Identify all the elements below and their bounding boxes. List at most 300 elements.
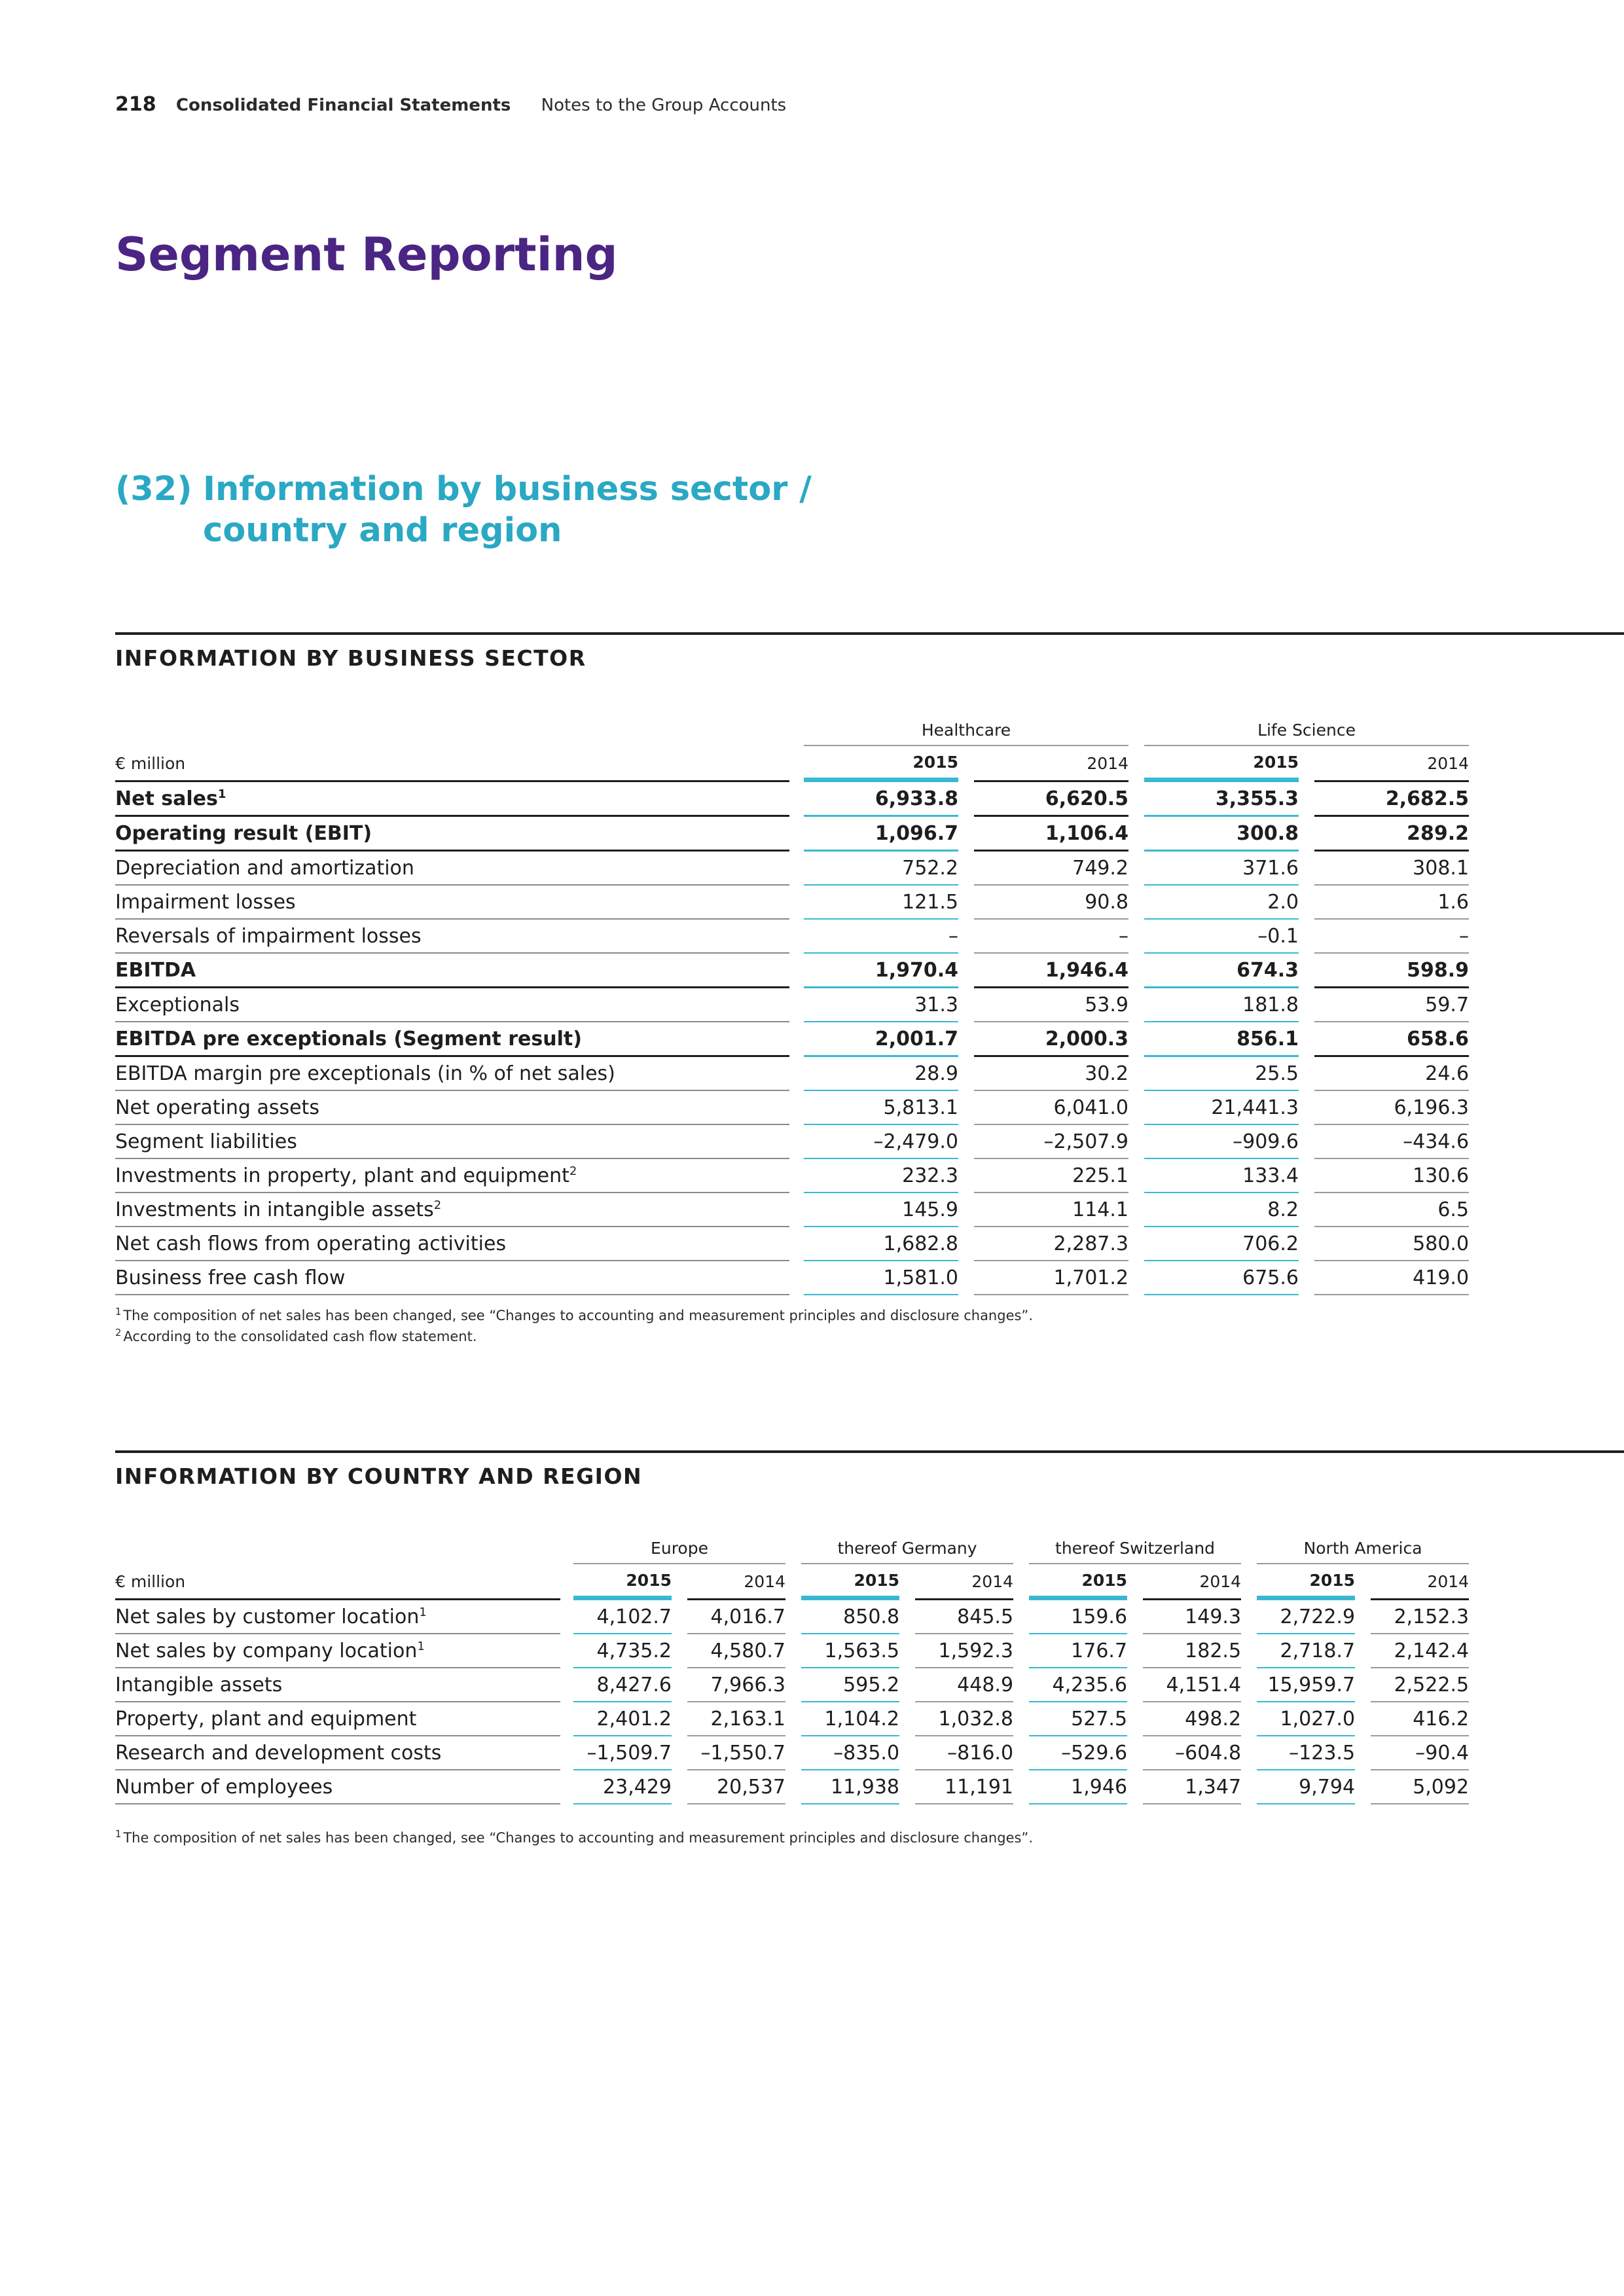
table-row	[115, 1125, 1469, 1159]
header-spacer	[115, 1529, 560, 1564]
column-gap	[1013, 1634, 1029, 1668]
table-row	[115, 782, 1469, 817]
table-cell: –434.6	[1314, 1125, 1469, 1159]
column-gap	[1013, 1600, 1029, 1634]
column-gap	[1299, 886, 1314, 920]
column-gap	[1299, 782, 1314, 817]
table-cell: 674.3	[1144, 954, 1299, 988]
table-cell: 1,032.8	[915, 1702, 1013, 1736]
row-label-text: Property, plant and equipment	[115, 1707, 417, 1731]
table-cell: 850.8	[801, 1600, 899, 1634]
table-cell: 1,104.2	[801, 1702, 899, 1736]
column-gap	[1299, 817, 1314, 852]
table-cell: –2,507.9	[974, 1125, 1128, 1159]
table-cell: 149.3	[1143, 1600, 1241, 1634]
column-gap	[789, 1227, 804, 1261]
row-label	[115, 1159, 789, 1193]
row-label-text: EBITDA	[115, 958, 196, 982]
running-header	[115, 93, 786, 116]
table-cell: –1,509.7	[573, 1736, 672, 1770]
column-gap	[1241, 1564, 1257, 1600]
footnote-mark: 2	[433, 1198, 442, 1212]
unit-label: € million	[115, 1564, 560, 1600]
table-cell: 2,142.4	[1371, 1634, 1469, 1668]
row-label-text: Net sales	[115, 787, 218, 810]
column-gap	[1127, 1702, 1143, 1736]
column-gap	[1355, 1600, 1371, 1634]
row-label-text: EBITDA margin pre exceptionals (in % of net sales)	[115, 1062, 615, 1085]
column-gap	[789, 1057, 804, 1091]
table-row	[115, 1022, 1469, 1057]
table-row	[115, 1736, 1469, 1770]
table-cell: 23,429	[573, 1770, 672, 1804]
row-label	[115, 920, 789, 954]
column-gap	[1299, 1022, 1314, 1057]
column-gap	[958, 1057, 974, 1091]
row-label-text: Reversals of impairment losses	[115, 924, 422, 948]
column-gap	[1127, 1600, 1143, 1634]
group-header: North America	[1257, 1529, 1469, 1564]
table-cell: –0.1	[1144, 920, 1299, 954]
table-row	[115, 988, 1469, 1022]
table-cell: 595.2	[801, 1668, 899, 1702]
table-cell: 9,794	[1257, 1770, 1355, 1804]
column-gap	[789, 817, 804, 852]
table-cell: 5,813.1	[804, 1091, 958, 1125]
row-label	[115, 1736, 560, 1770]
column-gap	[1299, 1125, 1314, 1159]
footnote-mark: 1	[115, 1306, 122, 1318]
column-gap	[785, 1529, 801, 1564]
column-gap	[789, 988, 804, 1022]
column-gap	[1013, 1564, 1029, 1600]
column-gap	[1355, 1736, 1371, 1770]
column-gap	[958, 1261, 974, 1295]
table-cell: 1,027.0	[1257, 1702, 1355, 1736]
table-cell: 856.1	[1144, 1022, 1299, 1057]
table-cell: 1,946	[1029, 1770, 1127, 1804]
note-title-line2: country and region	[203, 511, 562, 550]
country-region-table	[115, 1529, 1469, 1804]
column-gap	[1128, 1022, 1144, 1057]
table-row	[115, 1091, 1469, 1125]
column-gap	[958, 988, 974, 1022]
table-cell: 2,287.3	[974, 1227, 1128, 1261]
row-label-text: Impairment losses	[115, 890, 296, 914]
column-gap	[958, 1193, 974, 1227]
column-gap	[1127, 1668, 1143, 1702]
group-header: Europe	[573, 1529, 785, 1564]
column-gap	[672, 1736, 687, 1770]
row-label-text: EBITDA pre exceptionals (Segment result)	[115, 1027, 582, 1050]
table-cell: 59.7	[1314, 988, 1469, 1022]
table-cell: –835.0	[801, 1736, 899, 1770]
table-cell: 130.6	[1314, 1159, 1469, 1193]
table-row	[115, 1702, 1469, 1736]
row-label	[115, 1193, 789, 1227]
column-gap	[1013, 1702, 1029, 1736]
table-cell: 4,151.4	[1143, 1668, 1241, 1702]
column-gap	[1241, 1702, 1257, 1736]
column-gap	[672, 1668, 687, 1702]
table-cell: –	[974, 920, 1128, 954]
row-label-text: Operating result (EBIT)	[115, 821, 372, 845]
table-cell: –529.6	[1029, 1736, 1127, 1770]
column-gap	[560, 1736, 573, 1770]
footnote-mark: 1	[217, 787, 226, 801]
table-cell: 2,722.9	[1257, 1600, 1355, 1634]
column-gap	[1241, 1634, 1257, 1668]
row-label-text: Depreciation and amortization	[115, 856, 414, 880]
table-cell: 176.7	[1029, 1634, 1127, 1668]
column-gap	[1241, 1529, 1257, 1564]
year-header-row	[115, 746, 1469, 782]
column-gap	[958, 1125, 974, 1159]
section-name: Consolidated Financial Statements	[175, 96, 511, 115]
column-gap	[560, 1702, 573, 1736]
column-gap	[789, 782, 804, 817]
column-gap	[1299, 1193, 1314, 1227]
year-header: 2014	[687, 1564, 785, 1600]
column-gap	[1299, 1261, 1314, 1295]
table-cell: 752.2	[804, 852, 958, 886]
footnote-mark: 1	[417, 1639, 425, 1653]
year-header: 2014	[1143, 1564, 1241, 1600]
footnote-mark: 2	[115, 1327, 122, 1338]
table-cell: 308.1	[1314, 852, 1469, 886]
column-gap	[1355, 1702, 1371, 1736]
table-cell: 30.2	[974, 1057, 1128, 1091]
header-spacer	[115, 711, 789, 746]
table-cell: 2,163.1	[687, 1702, 785, 1736]
table-cell: 416.2	[1371, 1702, 1469, 1736]
column-gap	[958, 886, 974, 920]
row-label	[115, 1668, 560, 1702]
row-label	[115, 1634, 560, 1668]
table-cell: –816.0	[915, 1736, 1013, 1770]
group-header: thereof Germany	[801, 1529, 1013, 1564]
column-gap	[1128, 782, 1144, 817]
table-cell: 289.2	[1314, 817, 1469, 852]
table-cell: 159.6	[1029, 1600, 1127, 1634]
table-row	[115, 1159, 1469, 1193]
footnote-text: According to the consolidated cash flow statement.	[123, 1329, 477, 1344]
footnote-text: The composition of net sales has been changed, see “Changes to accounting and measurement principles and disclosure changes”.	[123, 1830, 1033, 1846]
column-gap	[1128, 1193, 1144, 1227]
column-gap	[1355, 1634, 1371, 1668]
column-gap	[789, 1193, 804, 1227]
column-gap	[1128, 920, 1144, 954]
table-cell: 133.4	[1144, 1159, 1299, 1193]
row-label	[115, 782, 789, 817]
column-gap	[958, 1227, 974, 1261]
column-gap	[1128, 1227, 1144, 1261]
table-cell: 114.1	[974, 1193, 1128, 1227]
row-label	[115, 1022, 789, 1057]
column-gap	[1128, 852, 1144, 886]
table-cell: –90.4	[1371, 1736, 1469, 1770]
column-gap	[1128, 817, 1144, 852]
table-row	[115, 920, 1469, 954]
footnote	[115, 1308, 1033, 1323]
table-cell: 658.6	[1314, 1022, 1469, 1057]
row-label-text: Research and development costs	[115, 1741, 442, 1765]
table-cell: 1,592.3	[915, 1634, 1013, 1668]
column-gap	[1128, 1261, 1144, 1295]
table-cell: 1,581.0	[804, 1261, 958, 1295]
table-row	[115, 1634, 1469, 1668]
table-cell: 749.2	[974, 852, 1128, 886]
column-gap	[1299, 954, 1314, 988]
table-row	[115, 1227, 1469, 1261]
row-label	[115, 852, 789, 886]
table-cell: 121.5	[804, 886, 958, 920]
footnote	[115, 1329, 1033, 1344]
table-cell: 145.9	[804, 1193, 958, 1227]
year-header-row	[115, 1564, 1469, 1600]
column-gap	[958, 920, 974, 954]
column-gap	[899, 1770, 915, 1804]
table-cell: 1,563.5	[801, 1634, 899, 1668]
row-label-text: Intangible assets	[115, 1673, 283, 1696]
column-gap	[1355, 1770, 1371, 1804]
table-cell: 1,096.7	[804, 817, 958, 852]
column-gap	[1299, 1057, 1314, 1091]
table-cell: 6.5	[1314, 1193, 1469, 1227]
table-cell: –604.8	[1143, 1736, 1241, 1770]
column-gap	[560, 1600, 573, 1634]
business-sector-footnotes	[115, 1308, 1033, 1350]
table-cell: 232.3	[804, 1159, 958, 1193]
column-gap	[1127, 1770, 1143, 1804]
year-header: 2014	[1314, 746, 1469, 782]
column-gap	[1299, 920, 1314, 954]
table-row	[115, 1057, 1469, 1091]
table-cell: 2.0	[1144, 886, 1299, 920]
table-cell: 8.2	[1144, 1193, 1299, 1227]
table-cell: 182.5	[1143, 1634, 1241, 1668]
page-number: 218	[115, 93, 156, 116]
table-cell: 6,041.0	[974, 1091, 1128, 1125]
table-cell: 4,735.2	[573, 1634, 672, 1668]
column-gap	[1128, 954, 1144, 988]
column-gap	[958, 746, 974, 782]
table-cell: 1,701.2	[974, 1261, 1128, 1295]
unit-label: € million	[115, 746, 789, 782]
table-cell: 706.2	[1144, 1227, 1299, 1261]
row-label	[115, 817, 789, 852]
table-row	[115, 852, 1469, 886]
note-title-line1: Information by business sector /	[203, 470, 812, 509]
section-rule	[115, 632, 1624, 635]
row-label-text: Segment liabilities	[115, 1130, 297, 1153]
row-label-text: Net sales by customer location	[115, 1605, 420, 1628]
table-cell: 24.6	[1314, 1057, 1469, 1091]
table-cell: 90.8	[974, 886, 1128, 920]
column-gap	[1013, 1668, 1029, 1702]
table-row	[115, 886, 1469, 920]
group-header-row	[115, 711, 1469, 746]
table-cell: 1,347	[1143, 1770, 1241, 1804]
column-gap	[789, 954, 804, 988]
year-header: 2015	[804, 746, 958, 782]
table-cell: –	[1314, 920, 1469, 954]
year-header: 2014	[915, 1564, 1013, 1600]
table-cell: 2,000.3	[974, 1022, 1128, 1057]
table-cell: 2,522.5	[1371, 1668, 1469, 1702]
column-gap	[1241, 1600, 1257, 1634]
group-header: thereof Switzerland	[1029, 1529, 1241, 1564]
row-label-text: Exceptionals	[115, 993, 240, 1016]
year-header: 2015	[573, 1564, 672, 1600]
column-gap	[1128, 1125, 1144, 1159]
table-cell: 419.0	[1314, 1261, 1469, 1295]
table-cell: 1,970.4	[804, 954, 958, 988]
table-cell: 225.1	[974, 1159, 1128, 1193]
year-header: 2014	[1371, 1564, 1469, 1600]
column-gap	[958, 817, 974, 852]
column-gap	[785, 1668, 801, 1702]
column-gap	[785, 1770, 801, 1804]
group-header-row	[115, 1529, 1469, 1564]
column-gap	[789, 746, 804, 782]
table-cell: 2,682.5	[1314, 782, 1469, 817]
row-label	[115, 1261, 789, 1295]
table-cell: 598.9	[1314, 954, 1469, 988]
table-row	[115, 954, 1469, 988]
column-gap	[958, 1022, 974, 1057]
column-gap	[560, 1770, 573, 1804]
footnote	[115, 1830, 1033, 1846]
table-cell: –123.5	[1257, 1736, 1355, 1770]
column-gap	[1299, 852, 1314, 886]
column-gap	[899, 1564, 915, 1600]
column-gap	[1299, 1227, 1314, 1261]
table-cell: –2,479.0	[804, 1125, 958, 1159]
column-gap	[672, 1600, 687, 1634]
table-cell: 2,718.7	[1257, 1634, 1355, 1668]
column-gap	[1128, 746, 1144, 782]
column-gap	[1128, 1159, 1144, 1193]
table-cell: 15,959.7	[1257, 1668, 1355, 1702]
table-cell: 300.8	[1144, 817, 1299, 852]
table-cell: 6,620.5	[974, 782, 1128, 817]
column-gap	[789, 852, 804, 886]
column-gap	[899, 1702, 915, 1736]
column-gap	[1128, 711, 1144, 746]
footnote-mark: 1	[115, 1829, 122, 1840]
column-gap	[789, 1125, 804, 1159]
column-gap	[958, 852, 974, 886]
row-label-text: Investments in property, plant and equipment	[115, 1164, 569, 1187]
year-header: 2015	[1257, 1564, 1355, 1600]
column-gap	[1127, 1564, 1143, 1600]
column-gap	[1241, 1736, 1257, 1770]
note-number: (32)	[115, 470, 192, 509]
table-cell: 5,092	[1371, 1770, 1469, 1804]
column-gap	[899, 1634, 915, 1668]
note-title	[115, 469, 812, 551]
row-label	[115, 886, 789, 920]
table-cell: 845.5	[915, 1600, 1013, 1634]
table-cell: 4,580.7	[687, 1634, 785, 1668]
footnote-text: The composition of net sales has been changed, see “Changes to accounting and measurement principles and disclosure changes”.	[123, 1308, 1033, 1323]
column-gap	[1127, 1634, 1143, 1668]
table-cell: 7,966.3	[687, 1668, 785, 1702]
column-gap	[672, 1770, 687, 1804]
column-gap	[789, 1091, 804, 1125]
column-gap	[560, 1564, 573, 1600]
table-cell: 4,102.7	[573, 1600, 672, 1634]
column-gap	[1299, 1159, 1314, 1193]
table-cell: –	[804, 920, 958, 954]
table-cell: 371.6	[1144, 852, 1299, 886]
row-label-text: Number of employees	[115, 1775, 333, 1799]
subsection-name: Notes to the Group Accounts	[541, 96, 787, 115]
section-heading: INFORMATION BY COUNTRY AND REGION	[115, 1463, 643, 1489]
column-gap	[958, 782, 974, 817]
table-cell: –909.6	[1144, 1125, 1299, 1159]
table-cell: 25.5	[1144, 1057, 1299, 1091]
row-label	[115, 1125, 789, 1159]
column-gap	[560, 1529, 573, 1564]
row-label-text: Business free cash flow	[115, 1266, 346, 1289]
table-row	[115, 817, 1469, 852]
table-cell: 2,001.7	[804, 1022, 958, 1057]
row-label	[115, 1600, 560, 1634]
column-gap	[789, 1022, 804, 1057]
table-cell: 20,537	[687, 1770, 785, 1804]
table-row	[115, 1600, 1469, 1634]
table-cell: 11,938	[801, 1770, 899, 1804]
column-gap	[789, 711, 804, 746]
footnote-mark: 1	[419, 1605, 427, 1619]
column-gap	[785, 1600, 801, 1634]
table-cell: 181.8	[1144, 988, 1299, 1022]
column-gap	[1355, 1668, 1371, 1702]
row-label	[115, 1702, 560, 1736]
column-gap	[672, 1634, 687, 1668]
column-gap	[672, 1702, 687, 1736]
section-heading: INFORMATION BY BUSINESS SECTOR	[115, 645, 586, 671]
table-cell: 2,401.2	[573, 1702, 672, 1736]
table-row	[115, 1193, 1469, 1227]
row-label-text: Net sales by company location	[115, 1639, 418, 1662]
column-gap	[899, 1600, 915, 1634]
row-label	[115, 988, 789, 1022]
table-cell: 6,933.8	[804, 782, 958, 817]
row-label-text: Net cash flows from operating activities	[115, 1232, 507, 1255]
table-cell: 31.3	[804, 988, 958, 1022]
column-gap	[899, 1736, 915, 1770]
column-gap	[1241, 1668, 1257, 1702]
column-gap	[1128, 1057, 1144, 1091]
table-cell: 498.2	[1143, 1702, 1241, 1736]
column-gap	[785, 1564, 801, 1600]
table-cell: 4,235.6	[1029, 1668, 1127, 1702]
year-header: 2014	[974, 746, 1128, 782]
column-gap	[1299, 746, 1314, 782]
column-gap	[1013, 1736, 1029, 1770]
table-row	[115, 1770, 1469, 1804]
section-rule	[115, 1450, 1624, 1453]
column-gap	[785, 1736, 801, 1770]
year-header: 2015	[1144, 746, 1299, 782]
row-label	[115, 1227, 789, 1261]
table-cell: –1,550.7	[687, 1736, 785, 1770]
column-gap	[1299, 1091, 1314, 1125]
row-label	[115, 954, 789, 988]
